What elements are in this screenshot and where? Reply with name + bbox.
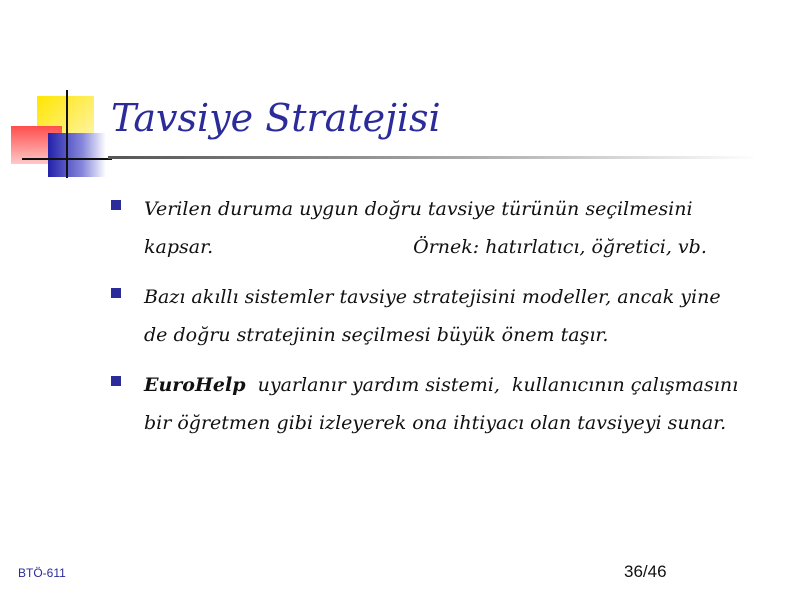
title-underline — [108, 156, 758, 159]
bullet-square-icon — [111, 200, 121, 210]
bullet-item — [108, 190, 748, 266]
bullet-example-text: Örnek: hatırlatıcı, öğretici, vb. — [413, 236, 707, 258]
bullet-text: Verilen duruma uygun doğru tavsiye türünün seçilmesini kapsar. — [144, 198, 693, 258]
bullet-item — [108, 366, 748, 442]
bullet-square-icon — [111, 288, 121, 298]
bullet-square-icon — [111, 376, 121, 386]
bullet-bold-term: EuroHelp — [144, 374, 246, 396]
bullet-text: Bazı akıllı sistemler tavsiye stratejisini modeller, ancak yine de doğru stratejinin seçilmesi büyük önem taşır. — [144, 286, 721, 346]
bullet-list — [108, 190, 748, 454]
slide-title: Tavsiye Stratejisi — [111, 96, 441, 140]
decor-vertical-line — [66, 90, 68, 178]
bullet-item — [108, 278, 748, 354]
bullet-text: uyarlanır yardım sistemi, kullanıcının çalışmasını bir öğretmen gibi izleyerek ona ihtiyacı olan tavsiyeyi sunar. — [144, 374, 745, 434]
decor-blue-square — [48, 133, 106, 177]
page-number: 36/46 — [624, 562, 667, 581]
footer-course-code: BTÖ-611 — [18, 566, 66, 580]
decor-horizontal-line — [22, 158, 112, 160]
